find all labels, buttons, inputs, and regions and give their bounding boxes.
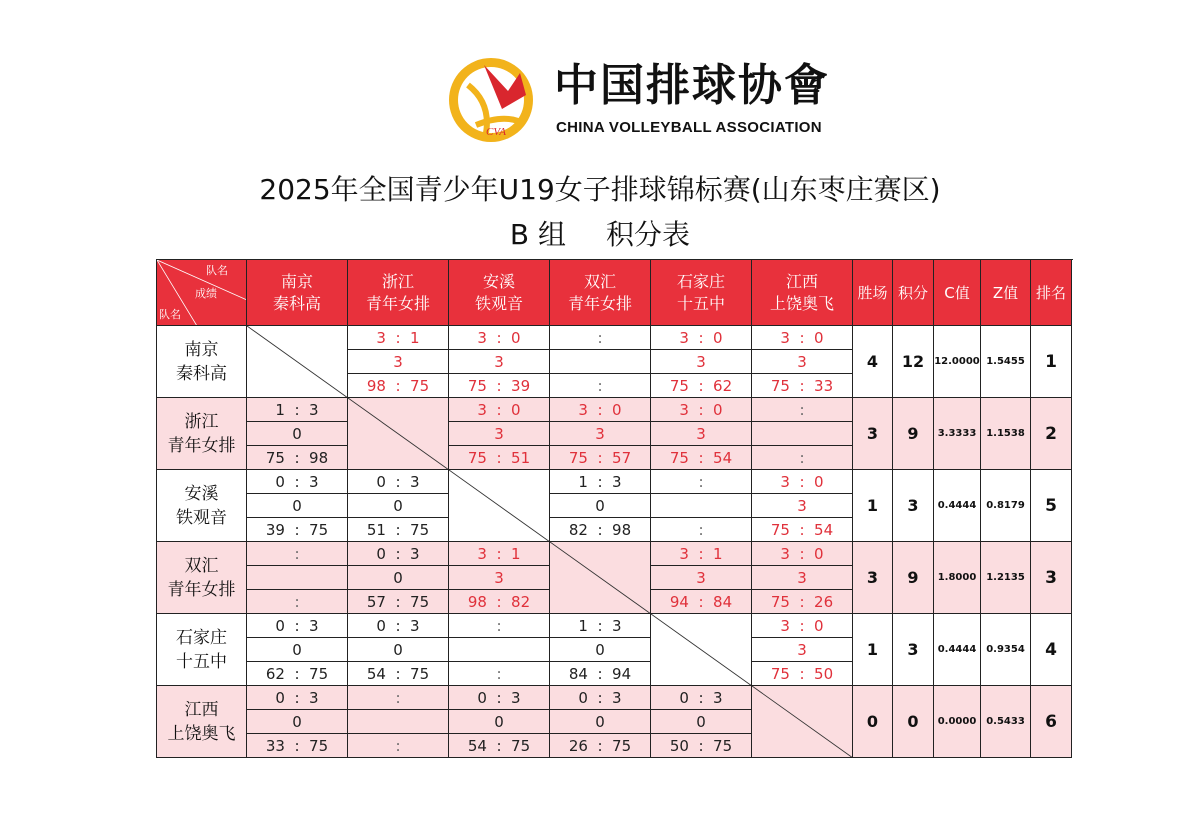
cva-logo bbox=[446, 55, 830, 145]
column-header-line1: 石家庄 bbox=[676, 271, 725, 291]
match-score: 54 : 75 bbox=[366, 664, 430, 683]
match-points bbox=[752, 422, 852, 446]
match-result-cell bbox=[651, 326, 752, 398]
corner-top-label: 队名 bbox=[206, 264, 228, 277]
match-points: 3 bbox=[752, 638, 852, 662]
match-result-cell bbox=[449, 542, 550, 614]
match-result-cell bbox=[752, 614, 853, 686]
match-score: 75 : 57 bbox=[568, 448, 632, 467]
match-points: 0 bbox=[247, 710, 347, 734]
match-score: 51 : 75 bbox=[366, 520, 430, 539]
match-result-cell bbox=[550, 686, 651, 758]
logo-english-name: CHINA VOLLEYBALL ASSOCIATION bbox=[556, 119, 822, 136]
svg-text:CVA: CVA bbox=[486, 126, 506, 138]
match-sets: 1 : 3 bbox=[247, 398, 347, 422]
match-result-cell bbox=[752, 470, 853, 542]
row-team-line2: 上饶奥飞 bbox=[167, 723, 236, 744]
match-score: 62 : 75 bbox=[265, 664, 329, 683]
match-points: 0 bbox=[550, 494, 650, 518]
match-sets: : bbox=[348, 686, 448, 710]
match-score: 82 : 98 bbox=[568, 520, 632, 539]
match-score: 75 : 51 bbox=[467, 448, 531, 467]
match-result-cell bbox=[348, 686, 449, 758]
column-header-stat: Z值 bbox=[981, 260, 1031, 326]
match-score: 98 : 75 bbox=[366, 376, 430, 395]
row-rank: 4 bbox=[1031, 614, 1072, 686]
match-result-cell bbox=[752, 398, 853, 470]
match-sets: 0 : 3 bbox=[550, 686, 650, 710]
row-team-line1: 双汇 bbox=[184, 555, 219, 576]
row-team-name bbox=[157, 686, 247, 758]
row-z-value: 0.9354 bbox=[981, 614, 1031, 686]
row-rank: 2 bbox=[1031, 398, 1072, 470]
match-points bbox=[550, 350, 650, 374]
column-header-line2: 青年女排 bbox=[567, 293, 632, 313]
match-score: : bbox=[496, 664, 502, 683]
match-points: 3 bbox=[752, 350, 852, 374]
row-wins: 3 bbox=[853, 398, 893, 470]
row-rank: 5 bbox=[1031, 470, 1072, 542]
match-score: 75 : 50 bbox=[770, 664, 834, 683]
row-rank: 1 bbox=[1031, 326, 1072, 398]
match-sets: 3 : 1 bbox=[449, 542, 549, 566]
match-score: 50 : 75 bbox=[669, 736, 733, 755]
match-result-cell bbox=[247, 470, 348, 542]
row-points: 12 bbox=[893, 326, 934, 398]
match-points: 3 bbox=[449, 566, 549, 590]
column-header-line2: 十五中 bbox=[676, 293, 725, 313]
match-sets: 0 : 3 bbox=[247, 686, 347, 710]
group-label: B 组 bbox=[509, 218, 567, 251]
match-sets: 0 : 3 bbox=[449, 686, 549, 710]
match-result-cell bbox=[651, 542, 752, 614]
standings-table bbox=[156, 259, 1073, 758]
row-wins: 3 bbox=[853, 542, 893, 614]
match-sets: : bbox=[651, 470, 751, 494]
match-score: : bbox=[597, 376, 603, 395]
row-c-value: 0.0000 bbox=[934, 686, 981, 758]
row-wins: 1 bbox=[853, 470, 893, 542]
match-result-cell bbox=[550, 614, 651, 686]
match-score: 75 : 62 bbox=[669, 376, 733, 395]
match-score: 75 : 33 bbox=[770, 376, 834, 395]
match-score: : bbox=[698, 520, 704, 539]
row-team-line1: 石家庄 bbox=[176, 627, 227, 648]
match-sets: 0 : 3 bbox=[348, 542, 448, 566]
match-result-cell bbox=[449, 398, 550, 470]
row-team-name bbox=[157, 398, 247, 470]
column-header-stat: C值 bbox=[934, 260, 981, 326]
match-sets: 3 : 0 bbox=[752, 542, 852, 566]
match-score: : bbox=[395, 736, 401, 755]
self-match-diagonal-cell bbox=[348, 398, 449, 470]
column-header-team bbox=[651, 260, 752, 326]
match-sets: 3 : 0 bbox=[449, 326, 549, 350]
row-z-value: 1.5455 bbox=[981, 326, 1031, 398]
match-score: 57 : 75 bbox=[366, 592, 430, 611]
row-team-line2: 铁观音 bbox=[176, 507, 227, 528]
match-result-cell bbox=[550, 398, 651, 470]
match-points: 3 bbox=[752, 494, 852, 518]
column-header-team bbox=[752, 260, 853, 326]
match-result-cell bbox=[348, 614, 449, 686]
match-sets: 0 : 3 bbox=[247, 470, 347, 494]
match-score: 75 : 39 bbox=[467, 376, 531, 395]
column-header-team bbox=[247, 260, 348, 326]
row-points: 9 bbox=[893, 542, 934, 614]
match-score: 75 : 98 bbox=[265, 448, 329, 467]
column-header-stat: 积分 bbox=[893, 260, 934, 326]
self-match-diagonal-cell bbox=[449, 470, 550, 542]
page-title: 2025年全国青少年U19女子排球锦标赛(山东枣庄赛区) bbox=[259, 173, 941, 206]
column-header-team bbox=[449, 260, 550, 326]
row-team-name bbox=[157, 470, 247, 542]
match-points: 3 bbox=[651, 566, 751, 590]
match-result-cell bbox=[247, 614, 348, 686]
match-score: 39 : 75 bbox=[265, 520, 329, 539]
row-points: 3 bbox=[893, 470, 934, 542]
match-result-cell bbox=[247, 686, 348, 758]
match-score: : bbox=[294, 592, 300, 611]
row-wins: 1 bbox=[853, 614, 893, 686]
row-z-value: 1.2135 bbox=[981, 542, 1031, 614]
match-sets: 3 : 0 bbox=[752, 326, 852, 350]
page-subtitle bbox=[0, 215, 1200, 255]
diagonal-line bbox=[752, 686, 853, 758]
match-points: 0 bbox=[348, 566, 448, 590]
match-result-cell bbox=[247, 398, 348, 470]
row-wins: 0 bbox=[853, 686, 893, 758]
match-score: 75 : 54 bbox=[669, 448, 733, 467]
match-sets: : bbox=[449, 614, 549, 638]
corner-mid-label: 成绩 bbox=[195, 287, 217, 300]
match-result-cell bbox=[651, 686, 752, 758]
match-sets: 0 : 3 bbox=[247, 614, 347, 638]
match-score: 33 : 75 bbox=[265, 736, 329, 755]
row-c-value: 3.3333 bbox=[934, 398, 981, 470]
match-sets: : bbox=[752, 398, 852, 422]
match-result-cell bbox=[651, 398, 752, 470]
match-score: 75 : 26 bbox=[770, 592, 834, 611]
row-team-line2: 秦科高 bbox=[176, 363, 227, 384]
column-header-line1: 浙江 bbox=[381, 271, 414, 291]
row-rank: 3 bbox=[1031, 542, 1072, 614]
match-points: 3 bbox=[348, 350, 448, 374]
match-score: 98 : 82 bbox=[467, 592, 531, 611]
match-result-cell bbox=[247, 542, 348, 614]
match-sets: 1 : 3 bbox=[550, 614, 650, 638]
row-points: 9 bbox=[893, 398, 934, 470]
match-sets: 0 : 3 bbox=[348, 614, 448, 638]
row-c-value: 12.0000 bbox=[934, 326, 981, 398]
row-team-line2: 青年女排 bbox=[167, 579, 236, 600]
match-result-cell bbox=[348, 542, 449, 614]
match-result-cell bbox=[550, 326, 651, 398]
match-sets: 3 : 1 bbox=[348, 326, 448, 350]
match-sets: 0 : 3 bbox=[348, 470, 448, 494]
column-header-stat: 排名 bbox=[1031, 260, 1072, 326]
row-wins: 4 bbox=[853, 326, 893, 398]
match-points: 0 bbox=[651, 710, 751, 734]
row-rank: 6 bbox=[1031, 686, 1072, 758]
match-result-cell bbox=[449, 326, 550, 398]
column-header-line2: 铁观音 bbox=[474, 293, 523, 313]
match-points: 3 bbox=[651, 422, 751, 446]
column-header-stat: 胜场 bbox=[853, 260, 893, 326]
column-header-line1: 南京 bbox=[280, 271, 313, 291]
match-sets: : bbox=[247, 542, 347, 566]
row-team-line1: 浙江 bbox=[184, 411, 219, 432]
match-sets: 3 : 0 bbox=[651, 398, 751, 422]
row-c-value: 1.8000 bbox=[934, 542, 981, 614]
row-c-value: 0.4444 bbox=[934, 614, 981, 686]
match-result-cell bbox=[449, 614, 550, 686]
match-points: 0 bbox=[247, 638, 347, 662]
match-points: 0 bbox=[348, 638, 448, 662]
match-result-cell bbox=[752, 326, 853, 398]
match-result-cell bbox=[348, 326, 449, 398]
match-result-cell bbox=[449, 686, 550, 758]
column-header-team bbox=[550, 260, 651, 326]
row-team-line2: 十五中 bbox=[176, 651, 227, 672]
row-team-name bbox=[157, 326, 247, 398]
match-sets: 3 : 0 bbox=[752, 470, 852, 494]
column-header-line1: 安溪 bbox=[482, 271, 515, 291]
match-points: 0 bbox=[550, 638, 650, 662]
match-result-cell bbox=[348, 470, 449, 542]
match-points: 3 bbox=[449, 422, 549, 446]
match-score: 94 : 84 bbox=[669, 592, 733, 611]
column-header-line2: 秦科高 bbox=[272, 293, 321, 313]
row-points: 3 bbox=[893, 614, 934, 686]
column-header-line1: 双汇 bbox=[583, 271, 616, 291]
row-team-line1: 安溪 bbox=[184, 483, 219, 504]
match-sets: 3 : 0 bbox=[449, 398, 549, 422]
match-sets: 1 : 3 bbox=[550, 470, 650, 494]
column-header-team bbox=[348, 260, 449, 326]
row-team-name bbox=[157, 542, 247, 614]
self-match-diagonal-cell bbox=[550, 542, 651, 614]
match-points bbox=[247, 566, 347, 590]
match-result-cell bbox=[651, 470, 752, 542]
diagonal-line bbox=[651, 614, 752, 686]
match-points bbox=[348, 710, 448, 734]
row-team-line1: 江西 bbox=[184, 699, 219, 720]
diagonal-line bbox=[550, 542, 651, 614]
row-team-line1: 南京 bbox=[184, 339, 219, 360]
row-team-name bbox=[157, 614, 247, 686]
match-score: 54 : 75 bbox=[467, 736, 531, 755]
row-z-value: 0.5433 bbox=[981, 686, 1031, 758]
match-sets: : bbox=[550, 326, 650, 350]
header-corner bbox=[157, 260, 247, 326]
self-match-diagonal-cell bbox=[752, 686, 853, 758]
match-score: 26 : 75 bbox=[568, 736, 632, 755]
match-sets: 0 : 3 bbox=[651, 686, 751, 710]
column-header-line2: 上饶奥飞 bbox=[769, 293, 834, 313]
table-name: 积分表 bbox=[606, 218, 691, 251]
row-c-value: 0.4444 bbox=[934, 470, 981, 542]
match-points: 3 bbox=[449, 350, 549, 374]
match-score: 84 : 94 bbox=[568, 664, 632, 683]
corner-bottom-label: 队名 bbox=[159, 308, 181, 321]
row-z-value: 1.1538 bbox=[981, 398, 1031, 470]
match-points: 3 bbox=[651, 350, 751, 374]
match-sets: 3 : 1 bbox=[651, 542, 751, 566]
column-header-line2: 青年女排 bbox=[365, 293, 430, 313]
match-points: 3 bbox=[550, 422, 650, 446]
self-match-diagonal-cell bbox=[247, 326, 348, 398]
match-points: 0 bbox=[550, 710, 650, 734]
match-sets: 3 : 0 bbox=[550, 398, 650, 422]
match-points: 0 bbox=[348, 494, 448, 518]
diagonal-line bbox=[449, 470, 550, 542]
row-team-line2: 青年女排 bbox=[167, 435, 236, 456]
match-sets: 3 : 0 bbox=[651, 326, 751, 350]
volleyball-badge-icon bbox=[446, 55, 536, 145]
row-z-value: 0.8179 bbox=[981, 470, 1031, 542]
self-match-diagonal-cell bbox=[651, 614, 752, 686]
diagonal-line bbox=[247, 326, 348, 398]
diagonal-line bbox=[348, 398, 449, 470]
logo-chinese-name: 中国排球协會 bbox=[554, 60, 830, 111]
column-header-line1: 江西 bbox=[785, 271, 818, 291]
row-points: 0 bbox=[893, 686, 934, 758]
match-points: 0 bbox=[247, 494, 347, 518]
match-points: 0 bbox=[449, 710, 549, 734]
match-points: 0 bbox=[247, 422, 347, 446]
match-result-cell bbox=[550, 470, 651, 542]
match-result-cell bbox=[752, 542, 853, 614]
match-points bbox=[449, 638, 549, 662]
match-points bbox=[651, 494, 751, 518]
match-score: 75 : 54 bbox=[770, 520, 834, 539]
match-score: : bbox=[799, 448, 805, 467]
match-points: 3 bbox=[752, 566, 852, 590]
match-sets: 3 : 0 bbox=[752, 614, 852, 638]
